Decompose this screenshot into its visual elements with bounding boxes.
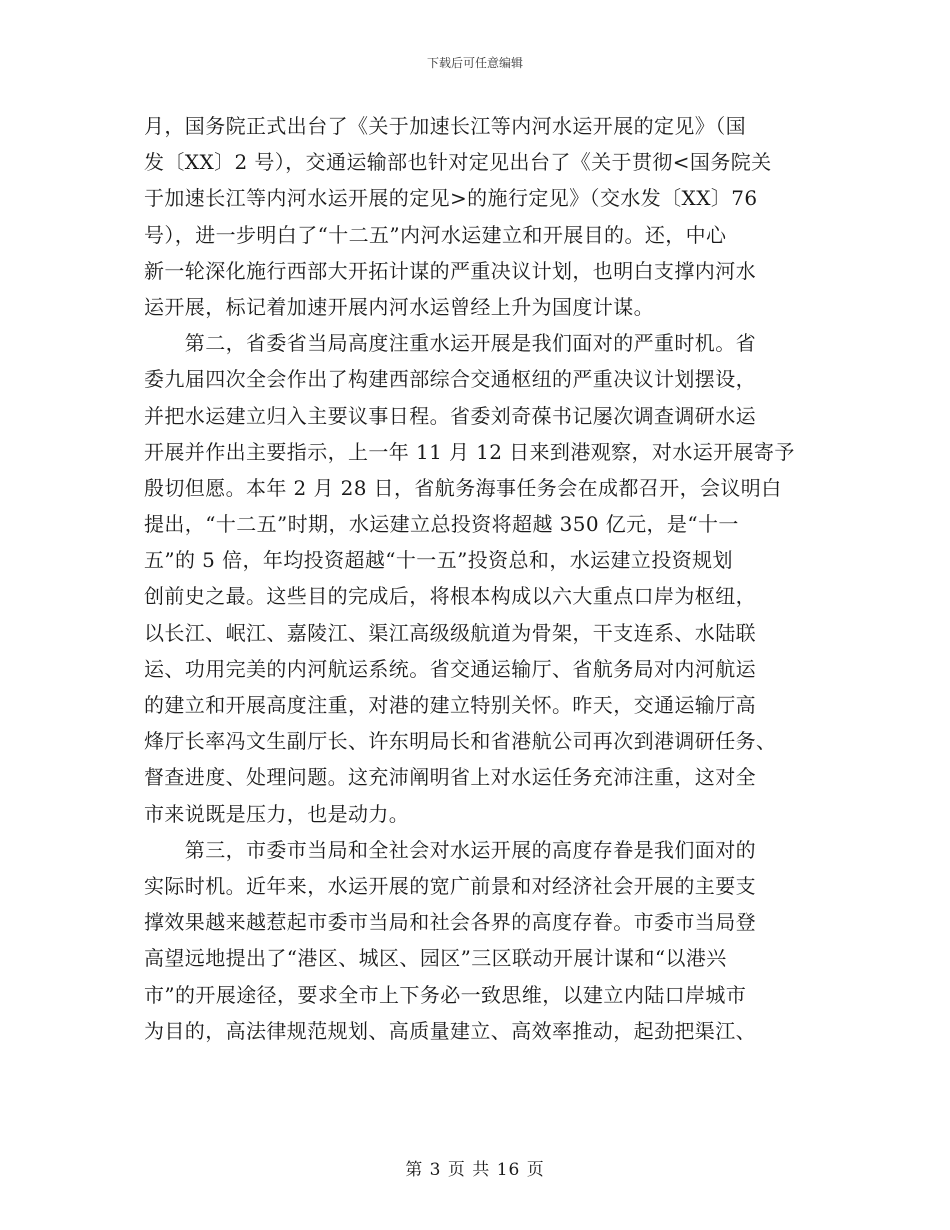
text-line: 新一轮深化施行西部大开拓计谋的严重决议计划，也明白支撑内河水 (144, 258, 756, 283)
text-line: 的建立和开展高度注重，对港的建立特别关怀。昨天，交通运输厅高 (144, 693, 756, 717)
text-line: 月，国务院正式出台了《关于加速长江等内河水运开展的定见》（国 (144, 114, 746, 138)
text-line: 第三，市委市当局和全社会对水运开展的高度存眷是我们面对的 (144, 837, 756, 862)
text-line: 发〔XX〕2 号），交通运输部也针对定见出台了《关于贯彻<国务院关 (144, 150, 772, 175)
text-line: 于加速长江等内河水运开展的定见>的施行定见》（交水发〔XX〕76 (144, 186, 758, 211)
page-header-note: 下载后可任意编辑 (426, 56, 523, 70)
text-line: 市”的开展途径，要求全市上下务必一致思维，以建立内陆口岸城市 (144, 982, 747, 1007)
text-line: 委九届四次全会作出了构建西部综合交通枢纽的严重决议计划摆设， (144, 367, 756, 392)
page-number-footer: 第 3 页 共 16 页 (405, 1160, 545, 1180)
text-line: 创前史之最。这些目的完成后，将根本构成以六大重点口岸为枢纽， (144, 584, 756, 609)
document-body (144, 108, 824, 1049)
text-line: 号），进一步明白了“十二五”内河水运建立和开展目的。还，中心 (144, 222, 727, 247)
text-line: 为目的，高法律规范规划、高质量建立、高效率推动，起劲把渠江、 (144, 1018, 756, 1043)
text-line: 殷切但愿。本年 2 月 28 日，省航务海事任务会在成都召开，会议明白 (144, 475, 782, 500)
text-line: 高望远地提出了“港区、城区、园区”三区联动开展计谋和“以港兴 (144, 946, 727, 971)
text-line: 并把水运建立归入主要议事日程。省委刘奇葆书记屡次调查调研水运 (144, 403, 756, 428)
text-line: 开展并作出主要指示，上一年 11 月 12 日来到港观察，对水运开展寄予 (144, 439, 795, 464)
text-line: 撑效果越来越惹起市委市当局和社会各界的高度存眷。市委市当局登 (144, 910, 756, 935)
text-line: 提出，“十二五”时期，水运建立总投资将超越 350 亿元，是“十一 (144, 512, 739, 537)
text-line: 督查进度、处理问题。这充沛阐明省上对水运任务充沛注重，这对全 (144, 765, 756, 790)
text-line: 运开展，标记着加速开展内河水运曾经上升为国度计谋。 (144, 294, 654, 319)
text-line: 第二，省委省当局高度注重水运开展是我们面对的严重时机。省 (144, 331, 756, 356)
text-line: 烽厅长率冯文生副厅长、许东明局长和省港航公司再次到港调研任务、 (144, 729, 777, 754)
text-line: 运、功用完美的内河航运系统。省交通运输厅、省航务局对内河航运 (144, 656, 756, 681)
text-line: 五”的 5 倍，年均投资超越“十一五”投资总和，水运建立投资规划 (144, 548, 733, 573)
text-line: 实际时机。近年来，水运开展的宽广前景和对经济社会开展的主要支 (144, 873, 756, 898)
text-line: 市来说既是压力，也是动力。 (144, 801, 410, 826)
text-line: 以长江、岷江、嘉陵江、渠江高级级航道为骨架，干支连系、水陆联 (144, 620, 756, 645)
